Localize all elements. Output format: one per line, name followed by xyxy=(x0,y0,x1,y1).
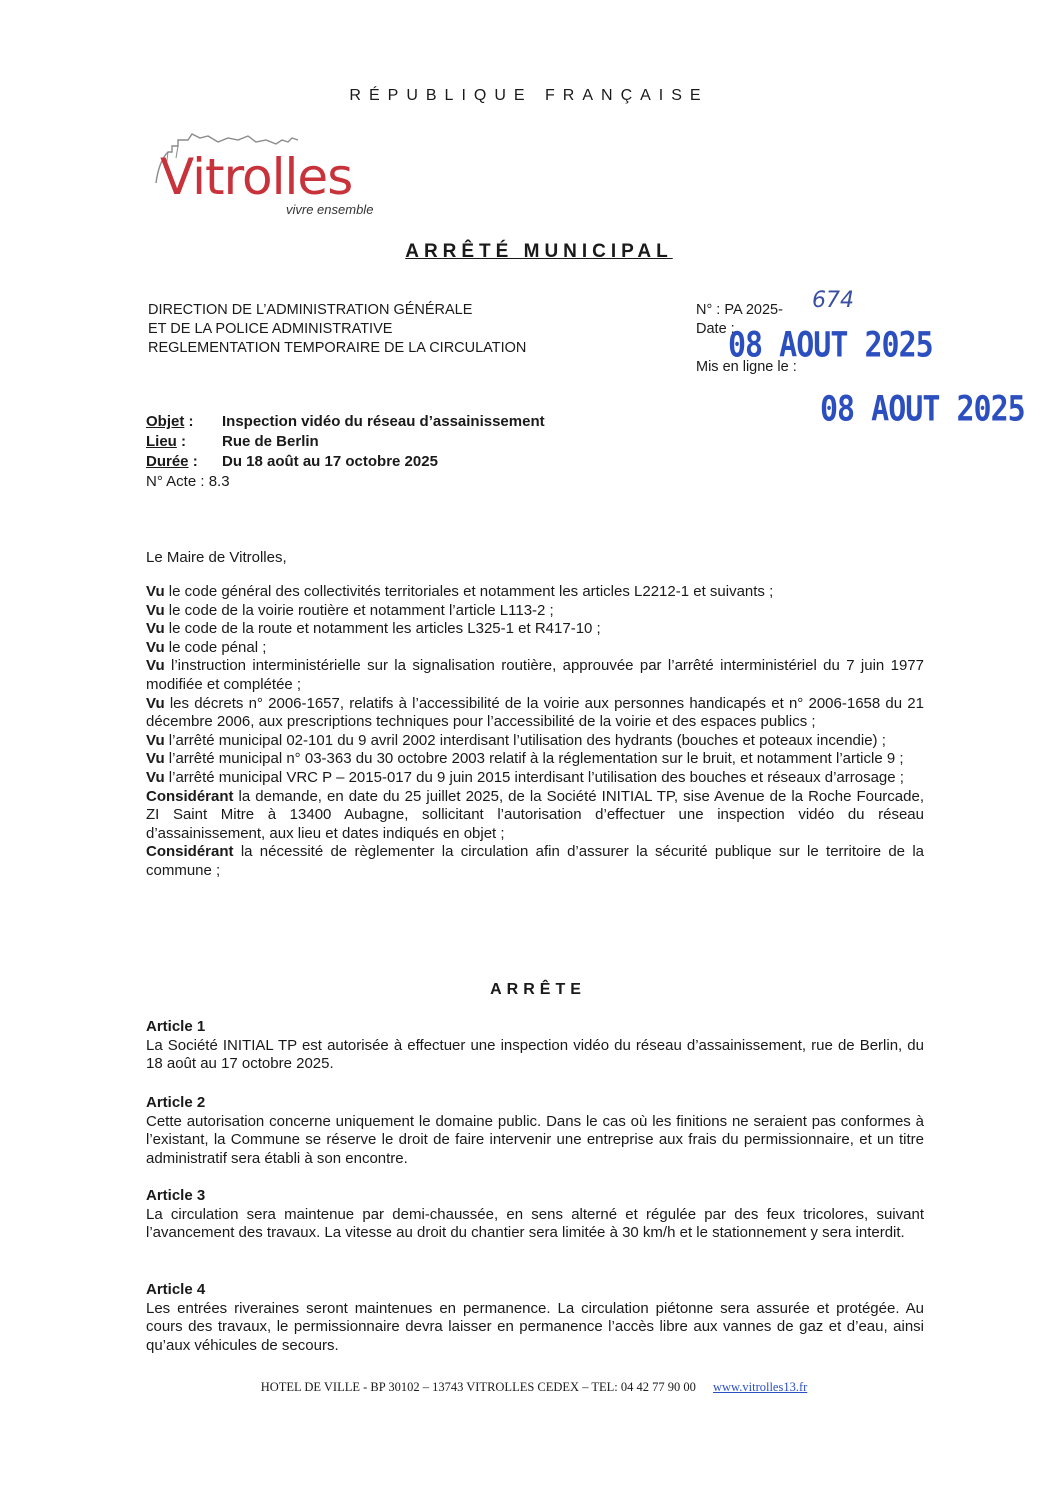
article-3 xyxy=(146,1187,924,1243)
article-2 xyxy=(146,1094,924,1168)
vitrolles-logo xyxy=(148,128,408,223)
footer-address: HOTEL DE VILLE - BP 30102 – 13743 VITROLLES CEDEX – TEL: 04 42 77 90 00 xyxy=(260,1380,696,1394)
subject-block: Objet : Inspection vidéo du réseau d’assainissement Lieu : Rue de Berlin Durée : Du 18 août au 17 octobre 2025 N° Acte : 8.3 xyxy=(146,413,545,490)
direction-line-3: REGLEMENTATION TEMPORAIRE DE LA CIRCULATION xyxy=(148,340,527,356)
direction-block xyxy=(148,301,526,358)
visa-item: Vu l’arrêté municipal n° 03-363 du 30 octobre 2003 relatif à la réglementation sur le bruit, et notamment l’article 9 ; xyxy=(146,750,904,768)
visa-item: Vu le code général des collectivités territoriales et notamment les articles L2212-1 et suivants ; xyxy=(146,583,774,600)
visa-item: Considérant la nécessité de règlementer la circulation afin d’assurer la sécurité publique sur le territoire de la commune ; xyxy=(146,843,924,879)
article-title: Article 2 xyxy=(146,1094,206,1111)
objet-label: Objet xyxy=(146,413,185,430)
website-link[interactable]: www.vitrolles13.fr xyxy=(712,1380,808,1394)
visa-item: Vu le code pénal ; xyxy=(146,638,267,656)
logo-wordmark: Vitrolles xyxy=(160,148,353,206)
acte-value: 8.3 xyxy=(208,473,230,490)
article-title: Article 1 xyxy=(146,1018,206,1035)
handwritten-number: 674 xyxy=(812,288,854,313)
date-stamp: 08 AOUT 2025 xyxy=(728,325,933,366)
article-text: La circulation sera maintenue par demi-chaussée, en sens alterné et régulée par des feux tricolores, suivant l’avancement des travaux. La vitesse au droit du chantier sera limitée à 30 km/h et le stationnement y sera interdit. xyxy=(146,1205,924,1242)
visa-item: Vu le code de la route et notamment les articles L325-1 et R417-10 ; xyxy=(146,620,601,638)
article-text: La Société INITIAL TP est autorisée à effectuer une inspection vidéo du réseau d’assainissement, rue de Berlin, du 18 août au 17 octobre 2025. xyxy=(146,1036,924,1073)
article-title: Article 4 xyxy=(146,1281,206,1298)
visas-list xyxy=(146,583,924,881)
visa-item: Vu l’arrêté municipal 02-101 du 9 avril 2002 interdisant l’utilisation des hydrants (bouches et poteaux incendie) ; xyxy=(146,731,886,749)
logo-tagline: vivre ensemble xyxy=(286,202,374,217)
article-text: Cette autorisation concerne uniquement le domaine public. Dans le cas où les finitions ne seraient pas conformes à l’existant, la Commune se réserve le droit de faire intervenir une entreprise aux frais du permissionnaire, et un titre administratif sera établi à son encontre. xyxy=(146,1112,924,1167)
republique-heading: RÉPUBLIQUE FRANÇAISE xyxy=(349,87,709,104)
arrete-number: N° : PA 2025- xyxy=(696,302,783,318)
duree-value: Du 18 août au 17 octobre 2025 xyxy=(222,453,438,470)
article-4 xyxy=(146,1281,924,1355)
arrete-heading: ARRÊTE xyxy=(490,981,586,998)
direction-line-2: ET DE LA POLICE ADMINISTRATIVE xyxy=(148,321,393,337)
lieu-label: Lieu xyxy=(146,433,177,450)
visa-item: Vu les décrets n° 2006-1657, relatifs à l’accessibilité de la voirie aux personnes handicapés et n° 2006-1658 du 21 décembre 2006, aux prescriptions techniques pour l’accessibilité de la voirie et des espaces publics ; xyxy=(146,694,924,731)
visa-item: Vu le code de la voirie routière et notamment l’article L113-2 ; xyxy=(146,601,554,619)
article-title: Article 3 xyxy=(146,1187,206,1204)
objet-value: Inspection vidéo du réseau d’assainissement xyxy=(222,413,545,430)
duree-label: Durée xyxy=(146,453,189,470)
visa-item: Vu l’instruction interministérielle sur la signalisation routière, approuvée par l’arrêté interministériel du 7 juin 1977 modifiée et complétée ; xyxy=(146,657,924,693)
acte-label: N° Acte : xyxy=(146,473,205,490)
visa-item: Vu l’arrêté municipal VRC P – 2015-017 du 9 juin 2015 interdisant l’utilisation des bouches et réseaux d’arrosage ; xyxy=(146,768,904,786)
maire-intro: Le Maire de Vitrolles, xyxy=(146,549,287,566)
article-text: Les entrées riveraines seront maintenues en permanence. La circulation piétonne sera assurée et protégée. Au cours des travaux, le permissionnaire devra laisser en permanence l’accès libre aux vannes de gaz et d’eau, ainsi qu’aux véhicules de secours. xyxy=(146,1299,924,1354)
visa-item: Considérant la demande, en date du 25 juillet 2025, de la Société INITIAL TP, sise Avenue de la Roche Fourcade, ZI Saint Mitre à 13400 Aubagne, sollicitant l’autorisation d’effectuer une inspection vidéo du réseau d’assainissement, aux lieu et dates indiqués en objet ; xyxy=(146,787,924,842)
article-1 xyxy=(146,1018,924,1074)
direction-line-1: DIRECTION DE L’ADMINISTRATION GÉNÉRALE xyxy=(148,302,473,318)
online-date-stamp: 08 AOUT 2025 xyxy=(820,389,1025,430)
lieu-value: Rue de Berlin xyxy=(222,433,319,450)
page-footer xyxy=(0,1380,1058,1395)
document-title: ARRÊTÉ MUNICIPAL xyxy=(405,241,673,262)
online-label: Mis en ligne le : xyxy=(696,359,797,375)
date-label: Date : xyxy=(696,321,735,337)
